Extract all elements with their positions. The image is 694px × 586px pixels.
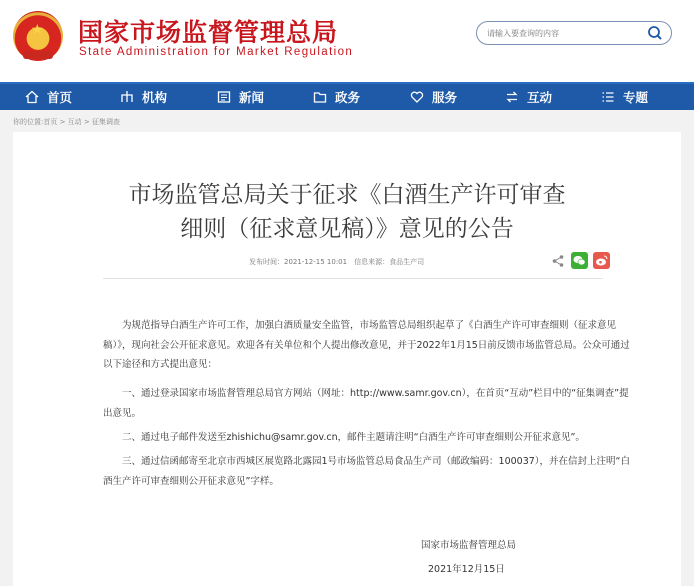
list-icon [601, 90, 615, 104]
nav-item-label: 首页 [47, 90, 73, 105]
weibo-share-icon[interactable] [593, 252, 610, 269]
heart-icon [410, 90, 424, 104]
article-card [13, 132, 681, 586]
wechat-share-icon[interactable] [571, 252, 588, 269]
nav-item-government-affairs[interactable] [313, 84, 360, 110]
exchange-icon [505, 90, 519, 104]
article-title-line-1: 市场监管总局关于征求《白酒生产许可审查 [128, 182, 566, 208]
org-chart-icon [120, 90, 134, 104]
signature-date: 2021年12月15日 [428, 564, 505, 575]
article-meta: 发布时间：2021-12-15 10:01 信息来源：食品生产司 [249, 258, 425, 266]
search-box [476, 21, 672, 45]
nav-item-label: 专题 [623, 90, 649, 105]
emblem-ribbon [23, 51, 53, 59]
nav-item-label: 新闻 [239, 90, 265, 105]
nav-item-topics[interactable] [601, 84, 648, 110]
site-title-english[interactable]: State Administration for Market Regulation [79, 46, 354, 58]
article-paragraph-intro: 为规范指导白酒生产许可工作，加强白酒质量安全监管，市场监管总局组织起草了《白酒生产许可审查细则（征求意见稿）》，现向社会公开征求意见。欢迎各有关单位和个人提出修改意见，并于2022年1月15日前反馈市场监管总局。公众可通过以下途径和方式提出意见： [103, 320, 630, 370]
signature-organization: 国家市场监督管理总局 [421, 540, 517, 551]
home-icon [25, 90, 39, 104]
search-input[interactable] [487, 25, 637, 41]
article-title [13, 178, 681, 246]
nav-item-news[interactable] [217, 84, 264, 110]
breadcrumb[interactable]: 你的位置:首页 > 互动 > 征集调查 [13, 118, 120, 126]
article-paragraph-method-2: 二、通过电子邮件发送至zhishichu@samr.gov.cn，邮件主题请注明“白酒生产许可审查细则公开征求意见”。 [122, 432, 585, 443]
meta-divider [103, 278, 603, 279]
newspaper-icon [217, 90, 231, 104]
main-nav [0, 82, 694, 110]
nav-item-interaction[interactable] [505, 84, 552, 110]
article-title-line-2: 细则（征求意见稿）》意见的公告 [180, 216, 514, 242]
article-paragraph-method-1: 一、通过登录国家市场监督管理总局官方网站（网址：http://www.samr.gov.cn），在首页“互动”栏目中的“征集调查”提出意见。 [103, 388, 629, 419]
share-icon[interactable] [551, 254, 565, 268]
nav-item-label: 服务 [432, 90, 458, 105]
search-icon[interactable] [647, 25, 663, 41]
site-title-chinese[interactable]: 国家市场监督管理总局 [78, 18, 339, 47]
nav-item-label: 互动 [527, 90, 553, 105]
star-icon: ★ [31, 22, 44, 38]
nav-item-label: 机构 [142, 90, 168, 105]
nav-item-home[interactable] [25, 84, 72, 110]
nav-item-label: 政务 [335, 90, 361, 105]
nav-item-services[interactable] [410, 84, 457, 110]
national-emblem-logo[interactable] [13, 11, 63, 61]
share-bar [547, 252, 610, 269]
article-paragraph-method-3: 三、通过信函邮寄至北京市西城区展览路北露园1号市场监管总局食品生产司（邮政编码：100037），并在信封上注明“白酒生产许可审查细则公开征求意见”字样。 [103, 456, 630, 487]
nav-item-organization[interactable] [120, 84, 167, 110]
folder-icon [313, 90, 327, 104]
site-header [0, 0, 694, 82]
